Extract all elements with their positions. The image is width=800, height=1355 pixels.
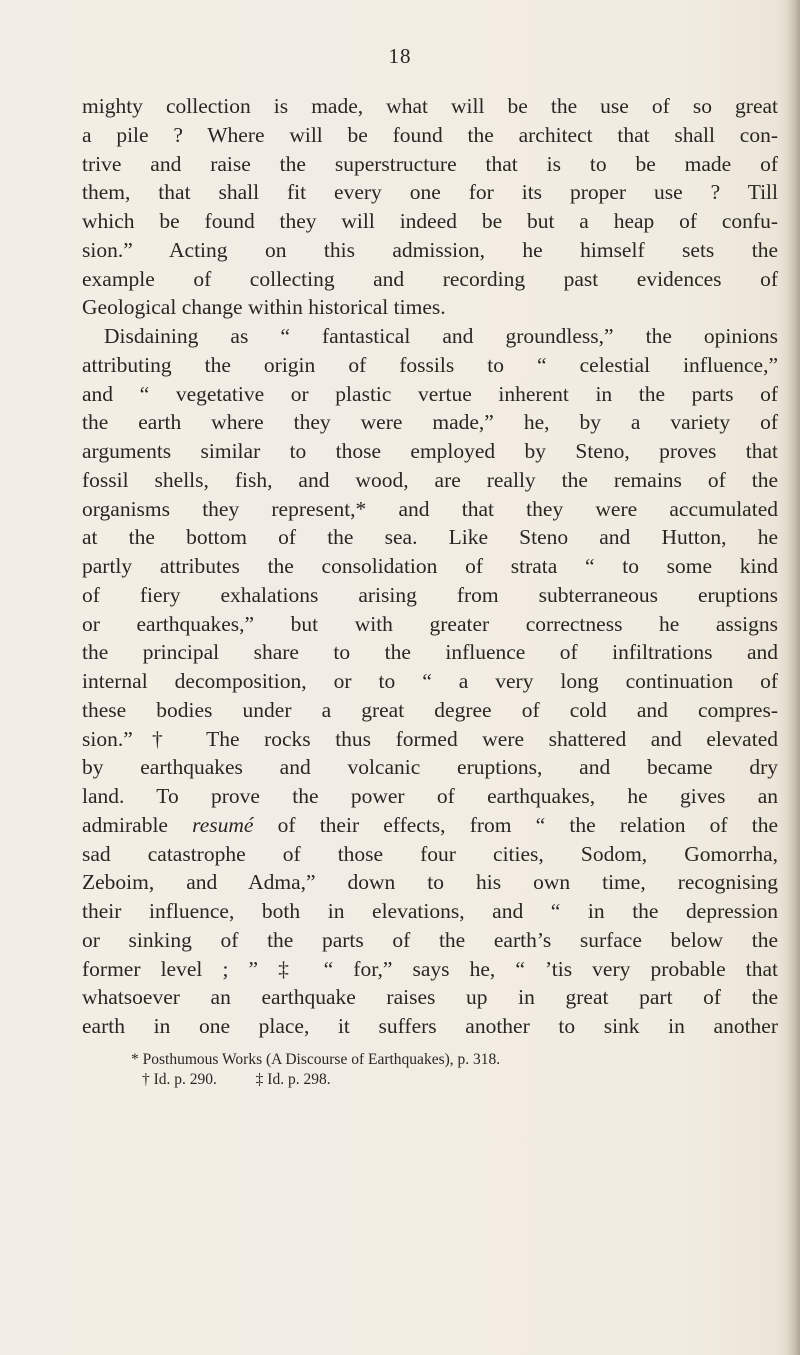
text-line: them, that shall fit every one for its proper use ? Till (82, 180, 778, 205)
text-line: attributing the origin of fossils to “ celestial influence,” (82, 352, 778, 377)
page-number: 18 (388, 44, 412, 68)
page-edge-shadow (786, 0, 800, 1355)
text-line: internal decomposition, or to “ a very long continuation of (82, 669, 778, 693)
text-line: these bodies under a great degree of cold and compres- (82, 697, 778, 722)
italic-word: resumé (192, 812, 254, 837)
text-line: trive and raise the superstructure that is to be made of (82, 151, 778, 176)
text-line: example of collecting and recording past evidences of (82, 266, 778, 291)
text-line: earth in one place, it suffers another to sink in another (82, 1014, 778, 1038)
paragraph-1 (82, 92, 778, 322)
text-line: sion.” Acting on this admission, he himself sets the (82, 237, 778, 262)
text-line: partly attributes the consolidation of strata “ to some kind (82, 554, 778, 578)
text-line: or earthquakes,” but with greater correctness he assigns (82, 611, 778, 636)
text-line: land. To prove the power of earthquakes, he gives an (82, 784, 778, 808)
footnote: * Posthumous Works (A Discourse of Earthquakes), p. 318. (131, 1051, 501, 1068)
text-line: Geological change within historical times. (82, 295, 446, 320)
text-line: which be found they will indeed be but a heap of confu- (82, 209, 778, 233)
text-line: Disdaining as “ fantastical and groundless,” the opinions (104, 324, 778, 348)
text-line: at the bottom of the sea. Like Steno and Hutton, he (82, 525, 778, 550)
text-line: organisms they represent,* and that they were accumulated (82, 496, 778, 521)
text-line: sion.”† The rocks thus formed were shattered and elevated (82, 726, 778, 751)
text-line: mighty collection is made, what will be the use of so great (82, 94, 778, 118)
text-line: their influence, both in elevations, and “ in the depression (82, 899, 778, 923)
text-line: the principal share to the influence of infiltrations and (82, 640, 778, 665)
text-line: or sinking of the parts of the earth’s surface below the (82, 927, 778, 952)
paragraph-2 (82, 322, 778, 1041)
text-line: a pile ? Where will be found the architect that shall con- (82, 122, 778, 147)
text-line: former level ; ” ‡ “ for,” says he, “ ’tis very probable that (82, 956, 778, 981)
text-line: whatsoever an earthquake raises up in great part of the (82, 985, 778, 1010)
text-line: admirable resumé of their effects, from “ the relation of the (82, 812, 778, 837)
footnotes (0, 1050, 800, 1090)
body-text (82, 92, 778, 1041)
text-line: the earth where they were made,” he, by a variety of (82, 410, 778, 435)
text-line: of fiery exhalations arising from subterraneous eruptions (82, 582, 778, 607)
text-line: by earthquakes and volcanic eruptions, and became dry (82, 755, 778, 780)
text-line: sad catastrophe of those four cities, Sodom, Gomorrha, (82, 841, 778, 866)
footnote: † Id. p. 290. ‡ Id. p. 298. (142, 1071, 331, 1088)
text-line: fossil shells, fish, and wood, are really the remains of the (82, 467, 778, 492)
text-line: arguments similar to those employed by Steno, proves that (82, 439, 778, 463)
text-line: Zeboim, and Adma,” down to his own time, recognising (82, 870, 778, 895)
text-line: and “ vegetative or plastic vertue inherent in the parts of (82, 381, 778, 406)
